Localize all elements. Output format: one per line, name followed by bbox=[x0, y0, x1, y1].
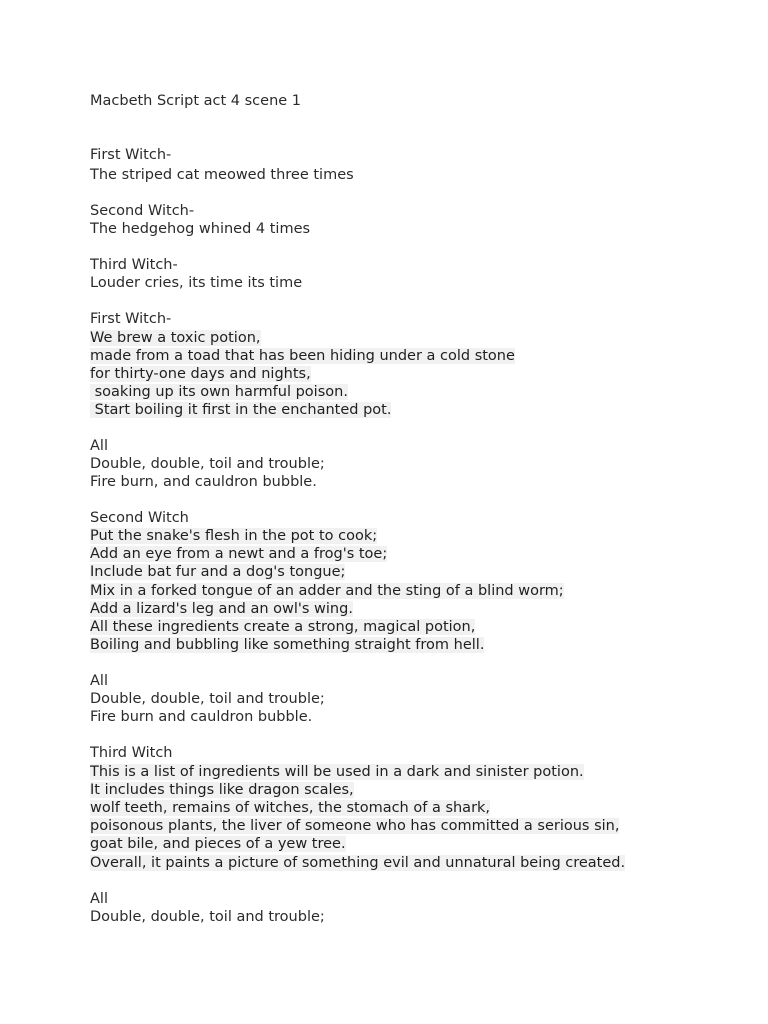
script-line-highlighted: made from a toad that has been hiding under a cold stone bbox=[90, 348, 515, 364]
script-line: The striped cat meowed three times bbox=[90, 167, 354, 183]
script-line-highlighted: poisonous plants, the liver of someone who has committed a serious sin, bbox=[90, 818, 620, 834]
script-line: Second Witch bbox=[90, 510, 189, 526]
script-line-highlighted: Start boiling it first in the enchanted pot. bbox=[90, 402, 392, 418]
script-line: Fire burn and cauldron bubble. bbox=[90, 709, 313, 725]
script-line-highlighted: Overall, it paints a picture of something evil and unnatural being created. bbox=[90, 855, 626, 871]
script-line: Double, double, toil and trouble; bbox=[90, 909, 325, 925]
script-line: Third Witch- bbox=[90, 257, 178, 273]
script-line-highlighted: soaking up its own harmful poison. bbox=[90, 384, 348, 400]
script-line-highlighted: Add a lizard's leg and an owl's wing. bbox=[90, 601, 353, 617]
script-line-highlighted: Include bat fur and a dog's tongue; bbox=[90, 564, 346, 580]
script-line-highlighted: This is a list of ingredients will be used in a dark and sinister potion. bbox=[90, 764, 584, 780]
script-line: All bbox=[90, 891, 108, 907]
script-line: All bbox=[90, 438, 108, 454]
script-line: First Witch- bbox=[90, 311, 172, 327]
script-line-highlighted: for thirty-one days and nights, bbox=[90, 366, 311, 382]
script-line-highlighted: Add an eye from a newt and a frog's toe; bbox=[90, 546, 388, 562]
script-line-highlighted: Boiling and bubbling like something straight from hell. bbox=[90, 637, 485, 653]
script-line-highlighted: Mix in a forked tongue of an adder and the sting of a blind worm; bbox=[90, 583, 564, 599]
script-line-highlighted: wolf teeth, remains of witches, the stomach of a shark, bbox=[90, 800, 491, 816]
script-line: Double, double, toil and trouble; bbox=[90, 691, 325, 707]
script-line: The hedgehog whined 4 times bbox=[90, 221, 311, 237]
script-line-highlighted: It includes things like dragon scales, bbox=[90, 782, 354, 798]
script-line-highlighted: Put the snake's flesh in the pot to cook; bbox=[90, 528, 378, 544]
script-line-highlighted: All these ingredients create a strong, magical potion, bbox=[90, 619, 476, 635]
script-line-highlighted: We brew a toxic potion, bbox=[90, 330, 261, 346]
document-title: Macbeth Script act 4 scene 1 bbox=[90, 93, 302, 109]
script-line-highlighted: goat bile, and pieces of a yew tree. bbox=[90, 836, 346, 852]
script-line: Double, double, toil and trouble; bbox=[90, 456, 325, 472]
script-line: Second Witch- bbox=[90, 203, 195, 219]
script-line: All bbox=[90, 673, 108, 689]
script-line: Louder cries, its time its time bbox=[90, 275, 303, 291]
script-line: Fire burn, and cauldron bubble. bbox=[90, 474, 317, 490]
script-line: Third Witch bbox=[90, 745, 173, 761]
script-line: First Witch- bbox=[90, 147, 172, 163]
